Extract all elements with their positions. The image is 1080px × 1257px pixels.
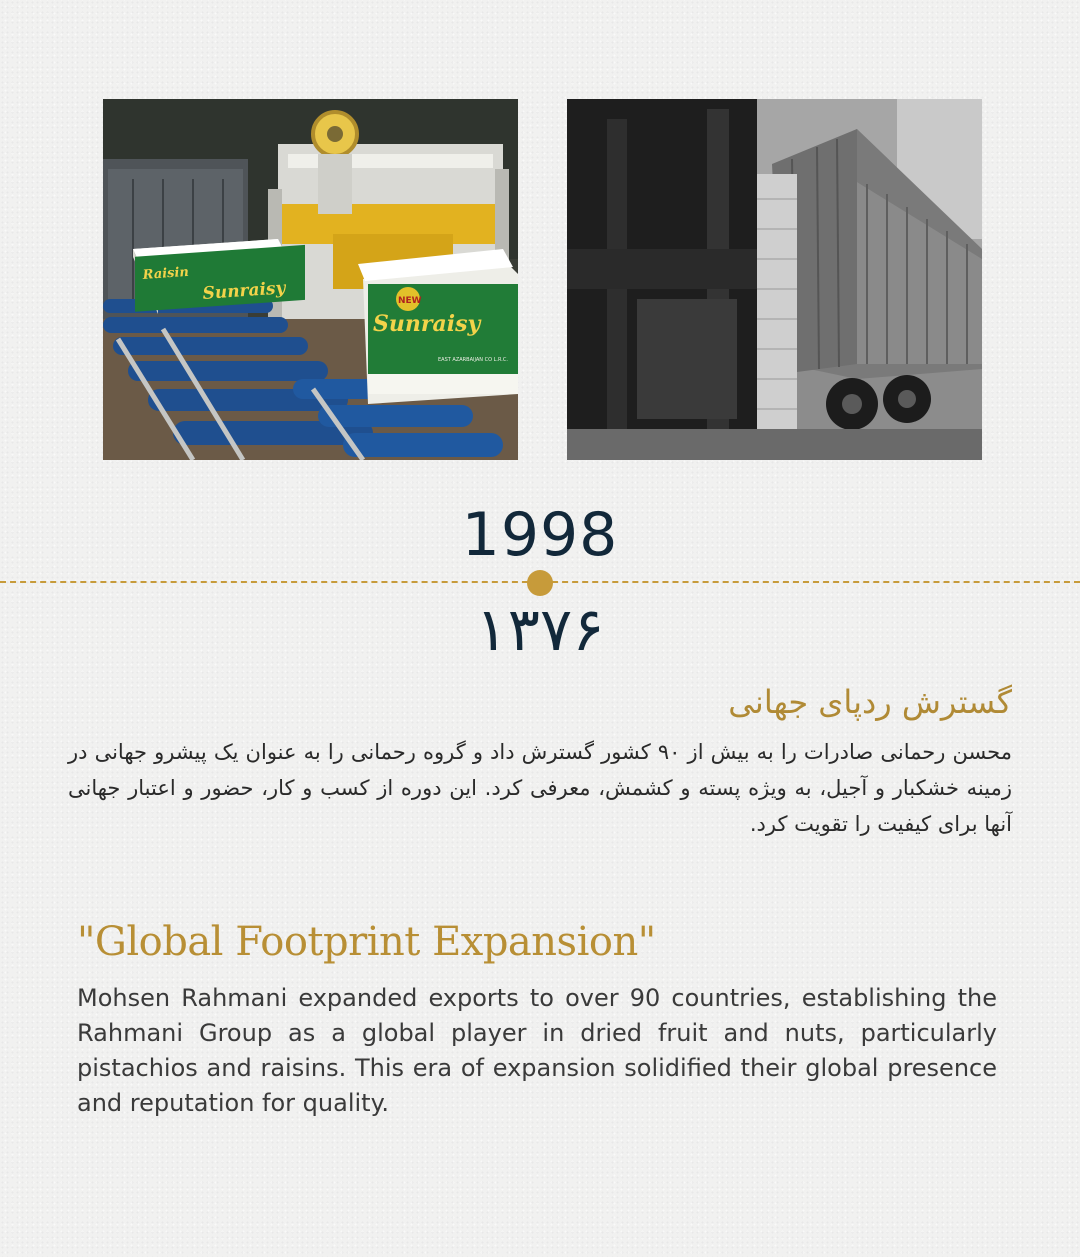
year-gregorian: 1998 <box>461 500 619 570</box>
box-main-brand: Sunraisy <box>373 311 481 337</box>
english-title: "Global Footprint Expansion" <box>77 919 656 965</box>
persian-body: محسن رحمانی صادرات را به بیش از ۹۰ کشور گسترش داد و گروه رحمانی را به عنوان یک پیشرو جهانی در زمینه خشکبار و آجیل، به ویژه پسته و کشمش، معرفی کرد. این دوره از کسب و کار، حضور و اعتبار جهانی آنها برای کیفیت را تقویت کرد. <box>68 740 1012 836</box>
english-body: Mohsen Rahmani expanded exports to over 90 countries, establishing the Rahmani Group as a global player in dried fruit and nuts, particularly pistachios and raisins. This era of expansion solidified their global presence and reputation for quality. <box>77 984 997 1117</box>
box-front-brand: Raisin <box>142 264 190 283</box>
year-persian: ۱۳۷۶ <box>475 595 605 665</box>
packaging-line-photo <box>103 99 518 460</box>
truck-loading-photo <box>567 99 982 460</box>
box-front-brand-2: Sunraisy <box>201 278 287 304</box>
box-main-company: EAST AZARBAIJAN CO L.R.C. <box>438 357 508 363</box>
box-main-badge: NEW <box>398 296 422 306</box>
persian-title: گسترش ردپای جهانی <box>728 683 1012 721</box>
